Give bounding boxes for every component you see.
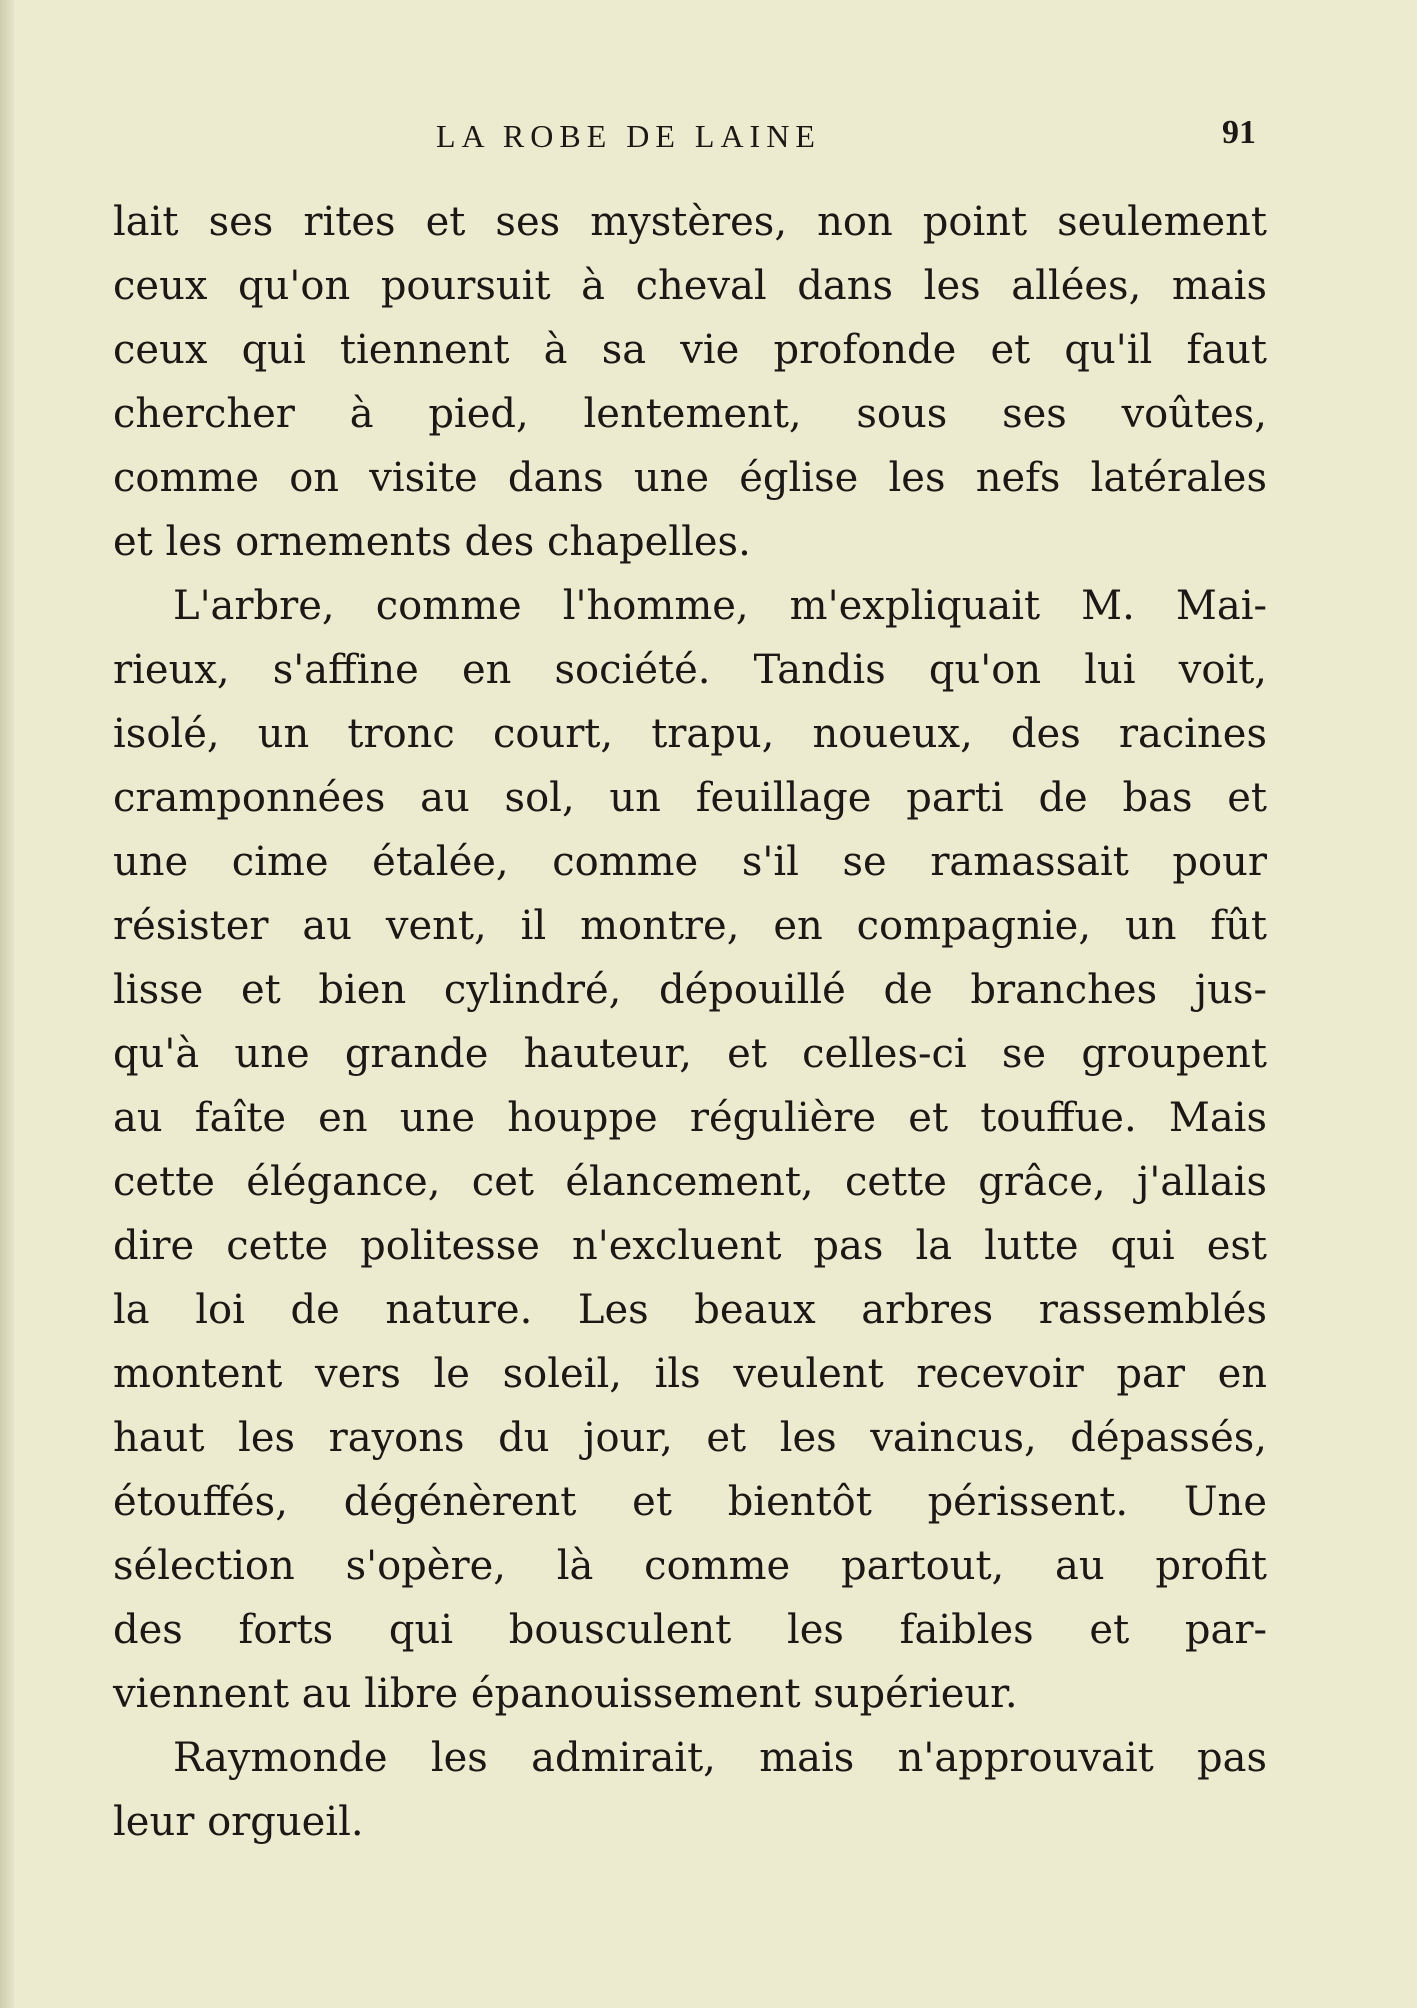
text-line: cette élégance, cet élancement, cette grâce, j'allais [113, 1159, 1267, 1205]
text-line: étouffés, dégénèrent et bientôt périssent. Une [113, 1479, 1267, 1525]
paragraph-2 [113, 574, 1267, 1726]
text-line: sélection s'opère, là comme partout, au profit [113, 1543, 1267, 1589]
text-line: rieux, s'affine en société. Tandis qu'on lui voit, [113, 647, 1267, 693]
text-line: chercher à pied, lentement, sous ses voûtes, [113, 391, 1267, 437]
text-line: ceux qui tiennent à sa vie profonde et qu'il faut [113, 327, 1267, 373]
body-text [113, 190, 1267, 1854]
text-line: viennent au libre épanouissement supérieur. [113, 1671, 1018, 1717]
text-line: au faîte en une houppe régulière et touffue. Mais [113, 1095, 1267, 1141]
text-line: haut les rayons du jour, et les vaincus, dépassés, [113, 1415, 1267, 1461]
text-line: dire cette politesse n'excluent pas la lutte qui est [113, 1223, 1267, 1269]
running-title: LA ROBE DE LAINE [436, 118, 821, 154]
paragraph-1 [113, 190, 1267, 574]
text-line: comme on visite dans une église les nefs latérales [113, 455, 1267, 501]
running-head [0, 114, 1417, 168]
text-line: des forts qui bousculent les faibles et par- [113, 1607, 1267, 1653]
paragraph-3 [113, 1726, 1267, 1854]
text-line: qu'à une grande hauteur, et celles-ci se groupent [113, 1031, 1267, 1077]
text-line: Raymonde les admirait, mais n'approuvait pas [173, 1735, 1267, 1781]
text-line: et les ornements des chapelles. [113, 519, 751, 565]
text-line: ceux qu'on poursuit à cheval dans les allées, mais [113, 263, 1267, 309]
text-line: montent vers le soleil, ils veulent recevoir par en [113, 1351, 1267, 1397]
page-edge [0, 0, 14, 2008]
text-line: leur orgueil. [113, 1799, 364, 1845]
text-line: une cime étalée, comme s'il se ramassait pour [113, 839, 1267, 885]
text-line: L'arbre, comme l'homme, m'expliquait M. Mai- [173, 583, 1267, 629]
text-line: la loi de nature. Les beaux arbres rassemblés [113, 1287, 1267, 1333]
text-line: résister au vent, il montre, en compagnie, un fût [113, 903, 1267, 949]
text-line: lait ses rites et ses mystères, non point seulement [113, 199, 1267, 245]
text-line: isolé, un tronc court, trapu, noueux, des racines [113, 711, 1267, 757]
text-line: lisse et bien cylindré, dépouillé de branches jus- [113, 967, 1267, 1013]
text-line: cramponnées au sol, un feuillage parti de bas et [113, 775, 1267, 821]
page-number: 91 [1222, 114, 1256, 151]
